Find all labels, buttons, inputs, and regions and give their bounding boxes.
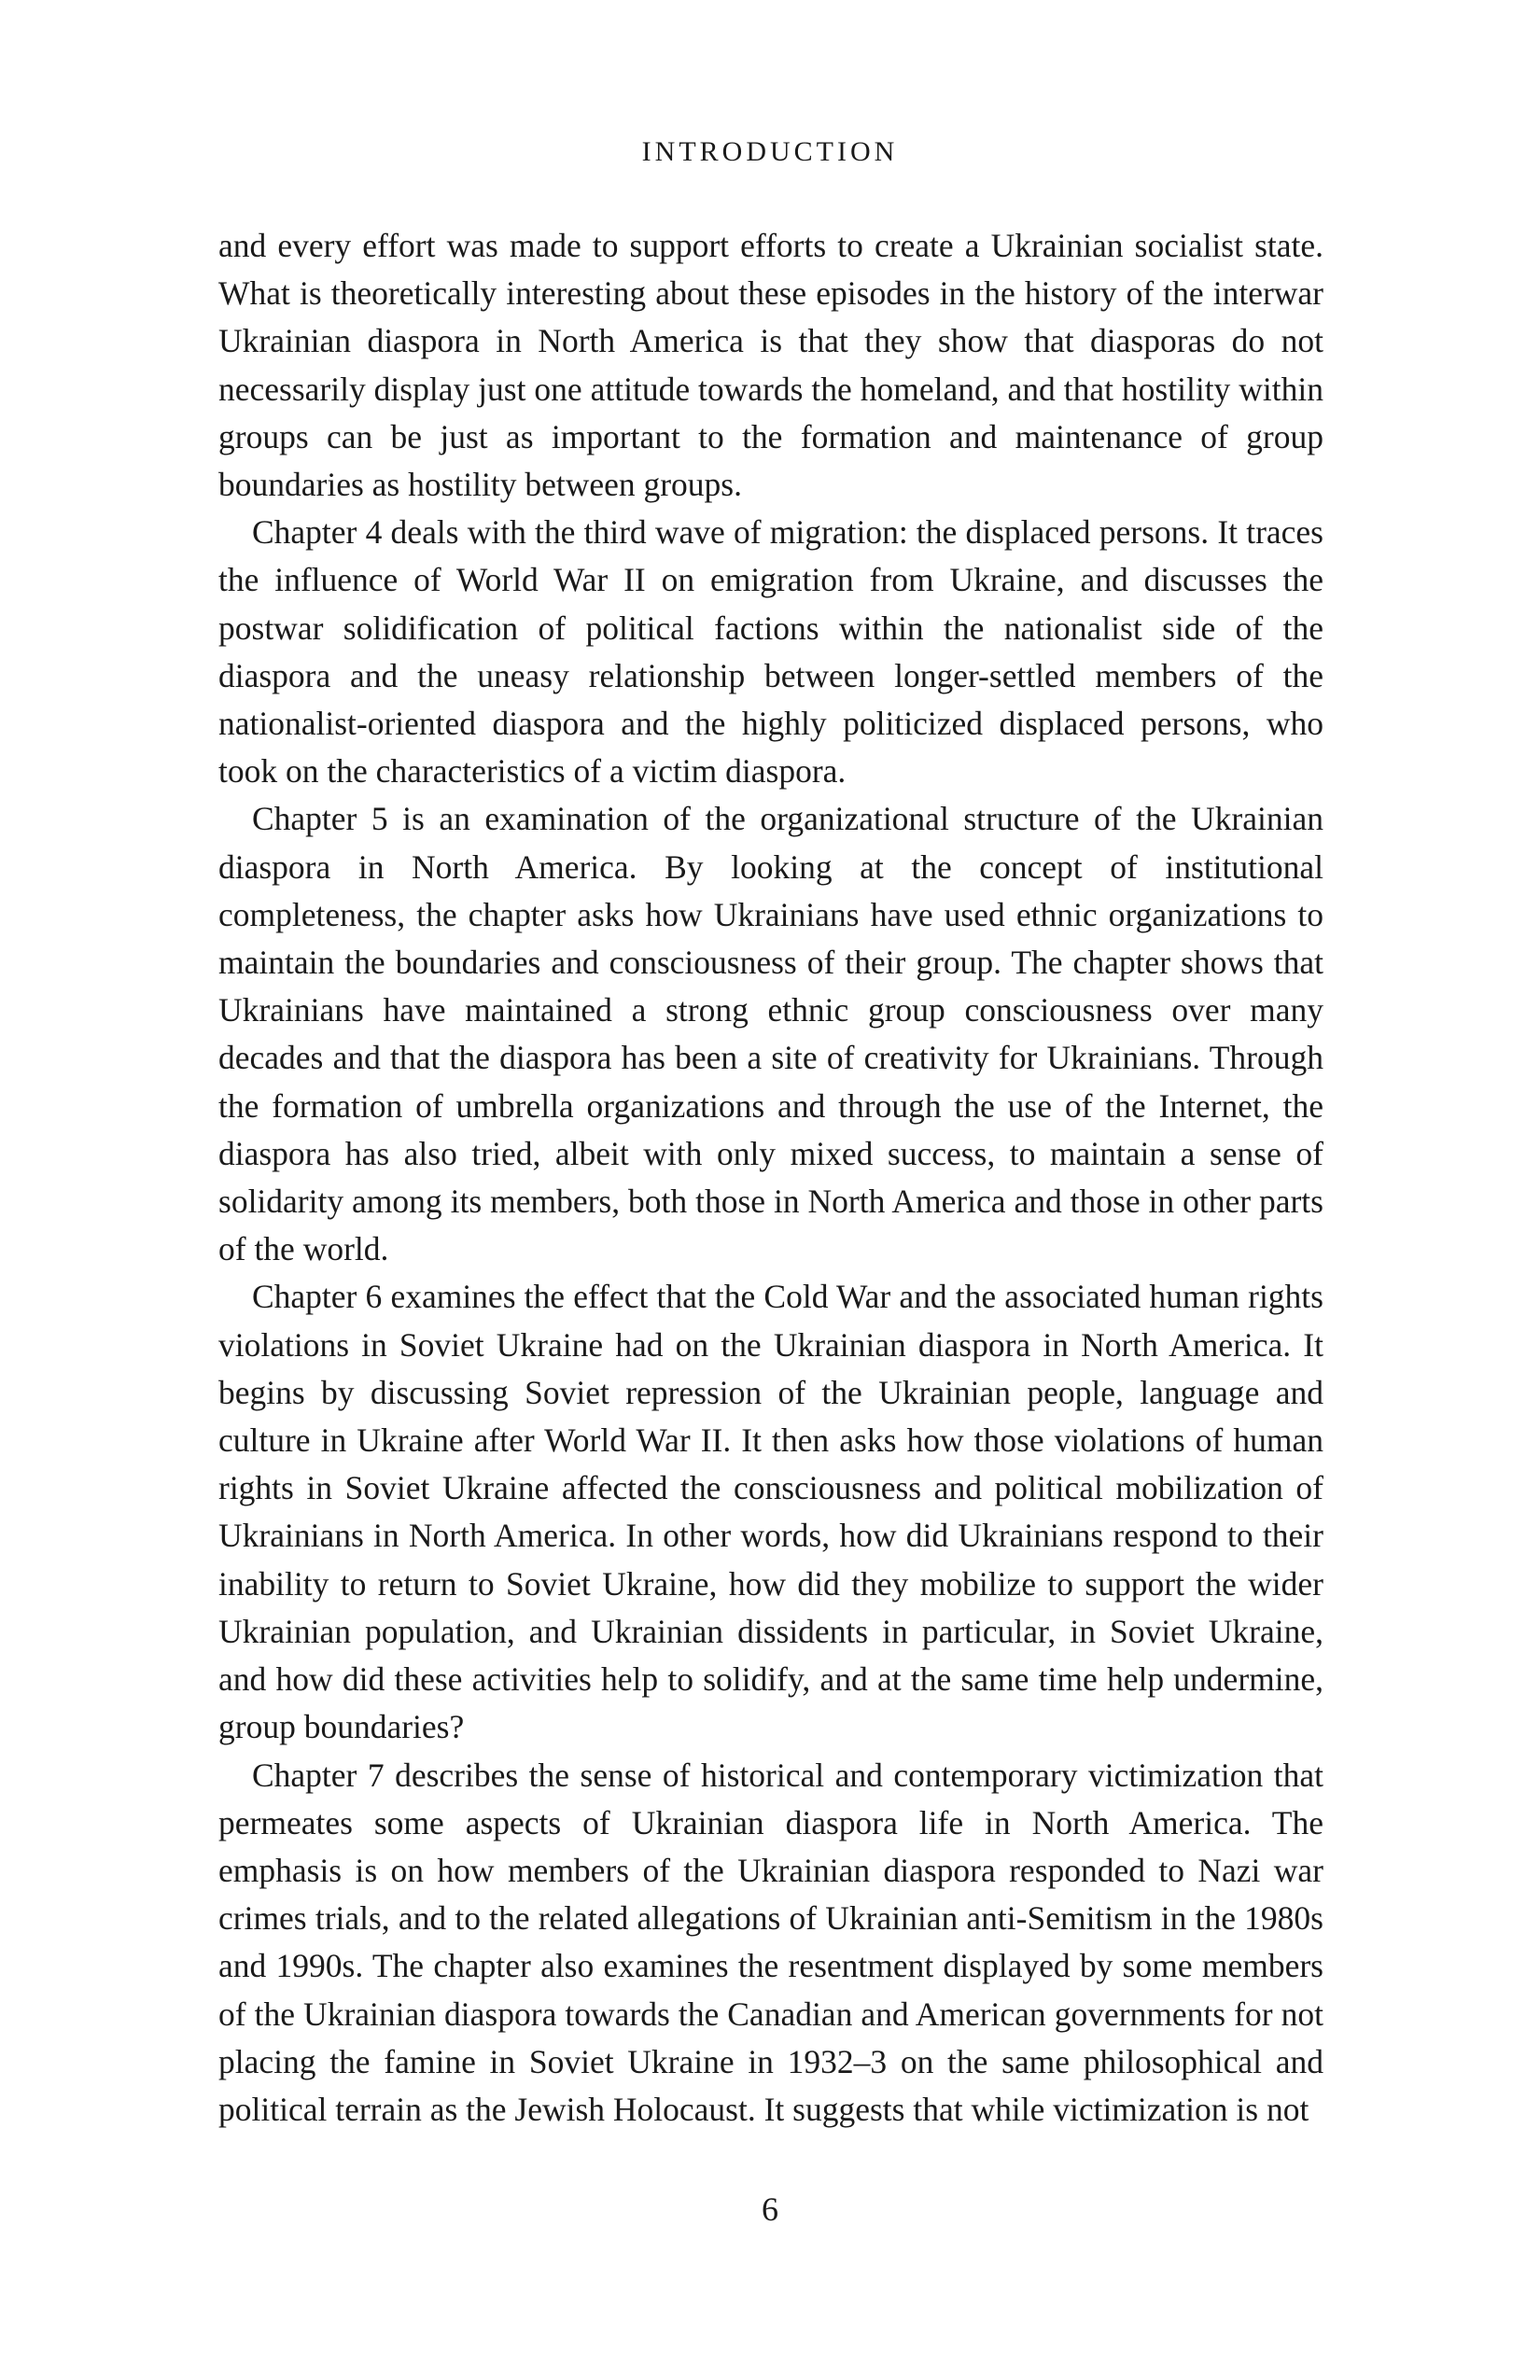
paragraph-chapter-6: Chapter 6 examines the effect that the Cold War and the associated human rights violations in Soviet Ukraine had on the Ukrainian diaspora in North America. It begins by discussing Soviet repression of the Ukrainian people, language and culture in Ukraine after World War II. It then asks how those violations of human rights in Soviet Ukraine affected the consciousness and political mobilization of Ukrainians in North America. In other words, how did Ukrainians respond to their inability to return to Soviet Ukraine, how did they mobilize to support the wider Ukrainian population, and Ukrainian dissidents in particular, in Soviet Ukraine, and how did these activities help to solidify, and at the same time help undermine, group boundaries?	[218, 1278, 1323, 1746]
running-head: INTRODUCTION	[641, 136, 899, 167]
paragraph-chapter-7: Chapter 7 describes the sense of historical and contemporary victimization that permeates some aspects of Ukrainian diaspora life in North America. The emphasis is on how members of the Ukrainian diaspora responded to Nazi war crimes trials, and to the related allegations of Ukrainian anti-Semitism in the 1980s and 1990s. The chapter also examines the resentment displayed by some members of the Ukrainian diaspora towards the Canadian and American governments for not placing the famine in Soviet Ukraine in 1932–3 on the same philosophical and political terrain as the Jewish Holocaust. It suggests that while victimization is not	[218, 1756, 1323, 2128]
page-number: 6	[762, 2191, 778, 2228]
paragraph-continued: and every effort was made to support efforts to create a Ukrainian socialist state. What is theoretically interesting about these episodes in the history of the interwar Ukrainian diaspora in North America is that they show that diasporas do not necessarily display just one attitude towards the homeland, and that hostility within groups can be just as important to the formation and maintenance of group boundaries as hostility between groups.	[218, 227, 1323, 504]
body-text	[218, 222, 1323, 2134]
paragraph-chapter-5: Chapter 5 is an examination of the organizational structure of the Ukrainian diaspora in North America. By looking at the concept of institutional completeness, the chapter asks how Ukrainians have used ethnic organizations to maintain the boundaries and consciousness of their group. The chapter shows that Ukrainians have maintained a strong ethnic group consciousness over many decades and that the diaspora has been a site of creativity for Ukrainians. Through the formation of umbrella organizations and through the use of the Internet, the diaspora has also tried, albeit with only mixed success, to maintain a sense of solidarity among its members, both those in North America and those in other parts of the world.	[218, 800, 1323, 1268]
paragraph-chapter-4: Chapter 4 deals with the third wave of migration: the displaced persons. It traces the influence of World War II on emigration from Ukraine, and discusses the postwar solidification of political factions within the nationalist side of the diaspora and the uneasy relationship between longer-settled members of the nationalist-oriented diaspora and the highly politicized displaced persons, who took on the characteristics of a victim diaspora.	[218, 513, 1323, 791]
